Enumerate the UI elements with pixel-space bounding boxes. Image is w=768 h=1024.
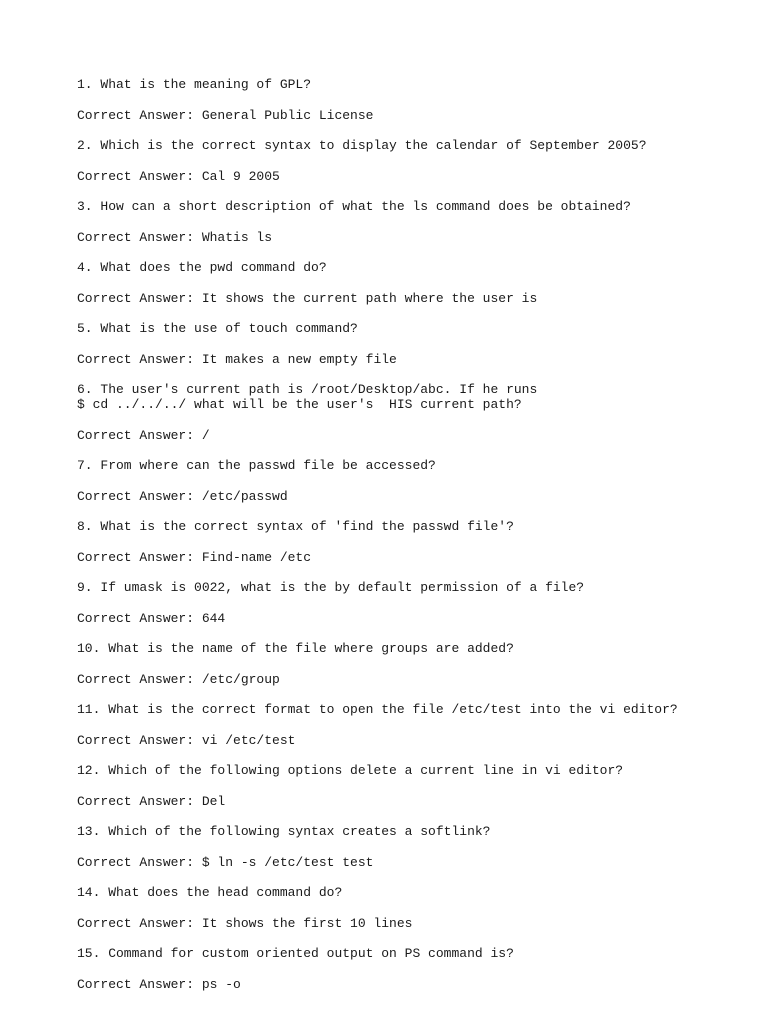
question-text: 8. What is the correct syntax of 'find the passwd file'? <box>77 519 514 534</box>
answer-text: Correct Answer: ps -o <box>77 976 241 992</box>
qa-item-10 <box>77 641 757 687</box>
question-text: 6. The user's current path is /root/Desktop/abc. If he runs $ cd ../../../ what will be the user's HIS current path? <box>77 382 538 412</box>
qa-item-12 <box>77 763 757 809</box>
answer-text: Correct Answer: It makes a new empty file <box>77 351 397 367</box>
answer-text: Correct Answer: General Public License <box>77 107 374 123</box>
qa-item-8 <box>77 519 757 565</box>
answer-text: Correct Answer: Whatis ls <box>77 229 273 245</box>
answer-text: Correct Answer: /etc/group <box>77 671 280 687</box>
question-text: 14. What does the head command do? <box>77 885 343 900</box>
question-text: 3. How can a short description of what the ls command does be obtained? <box>77 199 631 214</box>
answer-text: Correct Answer: Del <box>77 793 226 809</box>
answer-text: Correct Answer: It shows the first 10 lines <box>77 915 413 931</box>
question-text: 4. What does the pwd command do? <box>77 260 327 275</box>
document-page <box>77 77 757 1007</box>
qa-item-6 <box>77 382 757 443</box>
question-text: 10. What is the name of the file where groups are added? <box>77 641 514 656</box>
answer-text: Correct Answer: / <box>77 427 210 443</box>
answer-text: Correct Answer: 644 <box>77 610 226 626</box>
question-text: 1. What is the meaning of GPL? <box>77 77 312 92</box>
question-text: 5. What is the use of touch command? <box>77 321 358 336</box>
qa-item-3 <box>77 199 757 245</box>
qa-item-2 <box>77 138 757 184</box>
answer-text: Correct Answer: vi /etc/test <box>77 732 296 748</box>
answer-text: Correct Answer: /etc/passwd <box>77 488 288 504</box>
qa-item-7 <box>77 458 757 504</box>
question-text: 13. Which of the following syntax creates a softlink? <box>77 824 491 839</box>
qa-item-15 <box>77 946 757 992</box>
answer-text: Correct Answer: It shows the current path where the user is <box>77 290 538 306</box>
qa-item-5 <box>77 321 757 367</box>
question-text: 9. If umask is 0022, what is the by default permission of a file? <box>77 580 585 595</box>
question-text: 12. Which of the following options delete a current line in vi editor? <box>77 763 624 778</box>
answer-text: Correct Answer: $ ln -s /etc/test test <box>77 854 374 870</box>
answer-text: Correct Answer: Cal 9 2005 <box>77 168 280 184</box>
qa-item-11 <box>77 702 757 748</box>
question-text: 7. From where can the passwd file be accessed? <box>77 458 436 473</box>
qa-item-13 <box>77 824 757 870</box>
question-text: 11. What is the correct format to open the file /etc/test into the vi editor? <box>77 702 678 717</box>
qa-item-1 <box>77 77 757 123</box>
question-text: 15. Command for custom oriented output on PS command is? <box>77 946 514 961</box>
qa-item-4 <box>77 260 757 306</box>
question-text: 2. Which is the correct syntax to display the calendar of September 2005? <box>77 138 647 153</box>
qa-item-14 <box>77 885 757 931</box>
qa-item-9 <box>77 580 757 626</box>
answer-text: Correct Answer: Find-name /etc <box>77 549 312 565</box>
